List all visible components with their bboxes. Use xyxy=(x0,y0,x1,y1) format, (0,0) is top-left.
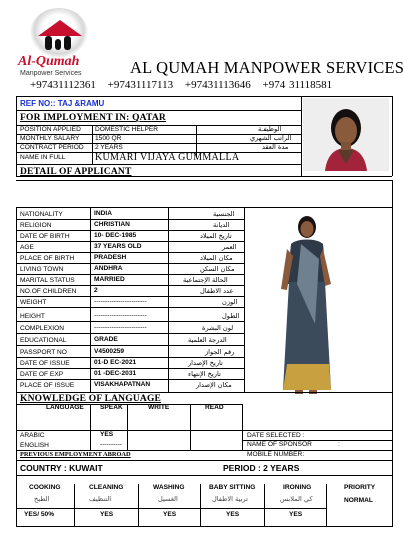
detail-value: VISAKHAPATNAN xyxy=(94,381,151,388)
detail-label: PLACE OF ISSUE xyxy=(20,382,75,389)
language-name: ARABIC xyxy=(20,432,45,439)
divider xyxy=(16,508,326,509)
detail-value: PRADESH xyxy=(94,254,127,261)
skill-header: WASHING xyxy=(153,484,185,491)
divider xyxy=(16,207,392,208)
divider xyxy=(16,379,244,380)
company-logo xyxy=(18,8,104,77)
company-name: AL QUMAH MANPOWER SERVICES xyxy=(130,58,404,77)
detail-arabic: الديانة xyxy=(213,221,230,229)
divider xyxy=(16,321,244,322)
detail-value: 2 xyxy=(94,287,98,294)
divider xyxy=(16,230,244,231)
divider xyxy=(127,404,128,450)
detail-label: PLACE OF BIRTH xyxy=(20,255,75,262)
divider xyxy=(264,484,265,527)
skill-arabic: تربية الاطفال xyxy=(212,495,248,503)
detail-label: LIVING TOWN xyxy=(20,266,64,273)
full-name-value: KUMARI VIJAYA GUMMALLA xyxy=(95,152,240,163)
portrait-illustration xyxy=(303,98,389,171)
skill-value: YES xyxy=(100,511,114,518)
logo-text: Al-Qumah xyxy=(18,54,80,69)
detail-label: PASSPORT NO xyxy=(20,349,67,356)
divider xyxy=(16,460,392,461)
skill-header: PRIORITY xyxy=(344,484,376,491)
employment-arabic: الوظيفـة xyxy=(258,125,282,133)
detail-arabic: الحالة الإجتماعية xyxy=(183,276,228,284)
logo-figure-icon xyxy=(45,36,52,50)
divider xyxy=(16,430,392,431)
employment-arabic: مدة العقد xyxy=(262,143,289,151)
detail-value: 10- DEC-1985 xyxy=(94,232,137,239)
applicant-portrait-photo xyxy=(303,98,389,171)
reference-number: REF NO:: TAJ &RAMU xyxy=(20,99,105,108)
skill-header: BABY SITTING xyxy=(209,484,256,491)
previous-period: PERIOD : 2 YEARS xyxy=(223,463,300,473)
detail-arabic: تاريخ الإصدار xyxy=(188,359,223,367)
language-speak: ---------- xyxy=(100,441,122,448)
divider xyxy=(16,241,244,242)
logo-roof-icon xyxy=(38,20,82,36)
detail-value: 01 -DEC-2031 xyxy=(94,370,137,377)
divider xyxy=(16,110,301,111)
skill-header: CLEANING xyxy=(89,484,124,491)
divider xyxy=(16,274,244,275)
skill-value: YES xyxy=(226,511,240,518)
divider xyxy=(16,333,244,334)
phone-number: +97431117113 xyxy=(107,79,174,91)
skill-arabic: كي الملابس xyxy=(280,495,313,503)
divider xyxy=(90,207,91,392)
sponsor-name-label: NAME OF SPONSOR xyxy=(247,441,312,448)
language-header: LANGUAGE xyxy=(46,404,84,411)
detail-arabic: تاريخ الميلاد xyxy=(200,232,232,240)
detail-label: HEIGHT xyxy=(20,313,45,320)
divider xyxy=(16,252,244,253)
language-name: ENGLISH xyxy=(20,442,49,449)
skill-value: NORMAL xyxy=(344,497,373,504)
divider xyxy=(392,96,393,176)
detail-label: NO.OF CHILDREN xyxy=(20,288,77,295)
logo-subtitle: Manpower Services xyxy=(20,70,82,77)
detail-value: INDIA xyxy=(94,210,112,217)
skill-arabic: التنظيف xyxy=(89,495,112,503)
divider xyxy=(16,296,244,297)
applicant-full-body-photo xyxy=(257,214,351,396)
detail-label: WEIGHT xyxy=(20,299,47,306)
divider xyxy=(326,484,327,527)
language-section-title: KNOWLEDGE OF LANGUAGE xyxy=(20,394,162,404)
logo-figure-icon xyxy=(55,39,61,50)
detail-arabic: الدرجة العلمية xyxy=(188,336,227,344)
phone-numbers xyxy=(30,79,340,91)
skill-arabic: الطبخ xyxy=(34,495,50,503)
divider xyxy=(16,219,244,220)
divider xyxy=(16,475,392,476)
divider xyxy=(90,404,91,450)
phone-number: +97431112361 xyxy=(30,79,96,91)
detail-label: DATE OF BIRTH xyxy=(20,233,70,240)
divider xyxy=(16,526,392,527)
phone-number: +974 31118581 xyxy=(262,79,333,91)
employment-value: 2 YEARS xyxy=(95,144,123,151)
divider xyxy=(74,484,75,527)
detail-label: AGE xyxy=(20,244,34,251)
full-body-illustration xyxy=(257,214,351,396)
divider xyxy=(190,404,191,450)
detail-value: ANDHRA xyxy=(94,265,123,272)
language-speak: YES xyxy=(100,431,114,438)
detail-value: 37 YEARS OLD xyxy=(94,243,142,250)
detail-value: ------------------------ xyxy=(94,312,147,319)
detail-arabic: الجنسية xyxy=(213,210,235,218)
detail-label: NATIONALITY xyxy=(20,211,63,218)
skill-value: YES xyxy=(163,511,177,518)
detail-value: ------------------------ xyxy=(94,298,147,305)
skill-value: YES xyxy=(289,511,303,518)
detail-label: RELIGION xyxy=(20,222,52,229)
skill-arabic: الغسيل xyxy=(158,495,178,503)
divider xyxy=(16,392,392,393)
language-header: SPEAK xyxy=(100,404,123,411)
employment-value: DOMESTIC HELPER xyxy=(95,126,159,133)
detail-label: EDUCATIONAL xyxy=(20,337,67,344)
detail-value: GRADE xyxy=(94,336,118,343)
divider xyxy=(92,125,93,165)
sponsor-name-colon: : xyxy=(338,441,340,448)
skill-header: IRONING xyxy=(283,484,312,491)
language-header: WRITE xyxy=(148,404,170,411)
applicant-section-title: DETAIL OF APPLICANT xyxy=(20,167,132,177)
detail-value: MARRIED xyxy=(94,276,125,283)
previous-employment-title: PREVIOUS EMPLOYMENT ABROAD xyxy=(20,451,131,458)
divider xyxy=(16,357,244,358)
employment-label: CONTRACT PERIOD xyxy=(20,144,84,151)
detail-arabic: مكان الإصدار xyxy=(196,381,232,389)
divider xyxy=(16,96,392,97)
previous-country: COUNTRY : KUWAIT xyxy=(20,463,103,473)
employment-label: NAME IN FULL xyxy=(20,154,66,161)
date-selected-label: DATE SELECTED : xyxy=(247,432,305,439)
logo-figure-icon xyxy=(64,36,71,50)
detail-arabic: رقم الجواز xyxy=(205,348,235,356)
phone-number: +97431113646 xyxy=(184,79,251,91)
employment-label: POSITION APPLIED xyxy=(20,126,81,133)
detail-label: DATE OF ISSUE xyxy=(20,360,70,367)
detail-value: ------------------------ xyxy=(94,324,147,331)
divider xyxy=(242,404,243,450)
detail-arabic: العمر xyxy=(222,243,237,251)
employment-value: 1500 QR xyxy=(95,135,122,142)
divider xyxy=(16,307,244,308)
detail-arabic: مكان الميلاد xyxy=(200,254,233,262)
detail-arabic: عدد الاطفال xyxy=(200,287,234,295)
divider xyxy=(301,96,302,176)
detail-arabic: الطول xyxy=(222,312,240,320)
divider xyxy=(168,207,169,392)
divider xyxy=(16,207,17,527)
employment-label: MONTHLY SALARY xyxy=(20,135,80,142)
detail-arabic: تاريخ الإنتهاء xyxy=(188,370,221,378)
divider xyxy=(16,368,244,369)
divider xyxy=(392,180,393,527)
detail-arabic: لون البشرة xyxy=(202,324,234,332)
skill-header: COOKING xyxy=(29,484,61,491)
detail-label: COMPLEXION xyxy=(20,325,64,332)
divider xyxy=(138,484,139,527)
employment-section-title: FOR IMPLOYMENT IN: QATAR xyxy=(20,113,166,123)
detail-value: CHRISTIAN xyxy=(94,221,130,228)
employment-arabic: الراتب الشهري xyxy=(250,134,292,142)
detail-label: MARITAL STATUS xyxy=(20,277,75,284)
language-header: READ xyxy=(205,404,224,411)
divider xyxy=(200,484,201,527)
divider xyxy=(16,345,244,346)
divider xyxy=(16,180,392,181)
detail-value: 01-D EC-2021 xyxy=(94,359,137,366)
detail-label: DATE OF EXP xyxy=(20,371,64,378)
detail-arabic: مكان السكن xyxy=(200,265,235,273)
divider xyxy=(16,263,244,264)
mobile-number-label: MOBILE NUMBER: xyxy=(247,451,305,458)
divider xyxy=(244,207,245,392)
divider xyxy=(16,285,244,286)
detail-arabic: الوزن xyxy=(222,298,238,306)
divider xyxy=(16,164,301,165)
skill-value: YES/ 50% xyxy=(24,511,55,518)
detail-value: V4500259 xyxy=(94,348,125,355)
